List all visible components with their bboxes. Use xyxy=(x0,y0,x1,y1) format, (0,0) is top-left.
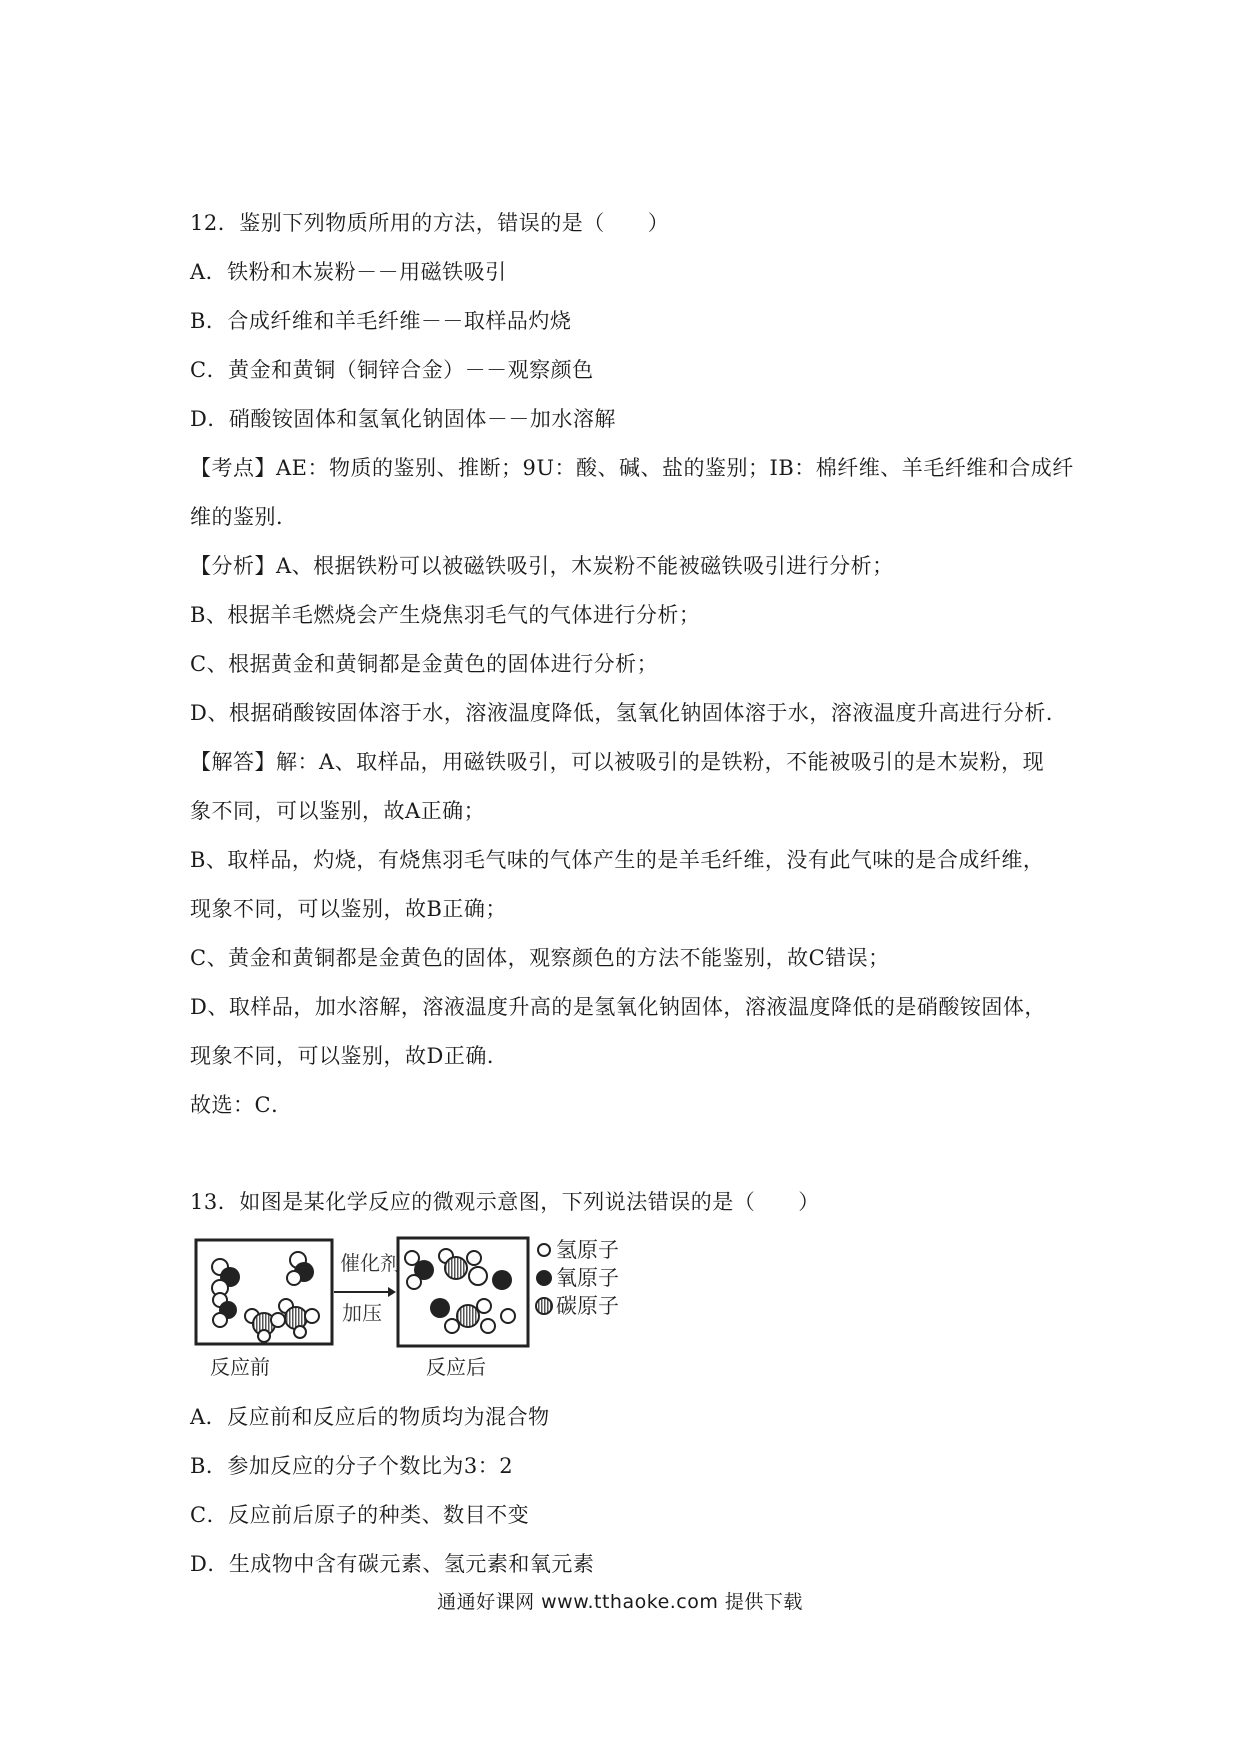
q12-kaodian-line-2: 维的鉴别． xyxy=(190,505,298,529)
q12-fenxi-line-1: 【分析】A、根据铁粉可以被磁铁吸引，木炭粉不能被磁铁吸引进行分析； xyxy=(190,554,894,578)
before-molecules xyxy=(212,1252,319,1342)
q12-jieda-line-8: 故选：C． xyxy=(190,1093,293,1117)
after-caption: 反应后 xyxy=(426,1355,486,1379)
catalyst-label: 催化剂 xyxy=(340,1251,400,1275)
legend-carbon-label: 碳原子 xyxy=(556,1294,619,1318)
q13-option-d: D．生成物中含有碳元素、氢元素和氧元素 xyxy=(190,1552,595,1576)
legend-oxygen-label: 氧原子 xyxy=(556,1266,619,1290)
q12-kaodian-line-1: 【考点】AE：物质的鉴别、推断；9U：酸、碱、盐的鉴别；IB：棉纤维、羊毛纤维和合成纤 xyxy=(190,456,1074,480)
q12-option-d: D．硝酸铵固体和氢氧化钠固体－－加水溶解 xyxy=(190,407,616,431)
q13-option-c: C．反应前后原子的种类、数目不变 xyxy=(190,1503,530,1527)
q12-option-a: A．铁粉和木炭粉－－用磁铁吸引 xyxy=(190,260,507,284)
q12-jieda-line-4: 现象不同，可以鉴别，故B正确； xyxy=(190,897,507,921)
legend-hydrogen-icon xyxy=(538,1244,550,1256)
q13-option-b: B．参加反应的分子个数比为3：2 xyxy=(190,1454,514,1478)
q12-stem: 12．鉴别下列物质所用的方法，错误的是（ ） xyxy=(190,211,670,235)
q12-jieda-line-3: B、取样品，灼烧，有烧焦羽毛气味的气体产生的是羊毛纤维，没有此气味的是合成纤维， xyxy=(190,848,1045,872)
q12-option-c: C．黄金和黄铜（铜锌合金）－－观察颜色 xyxy=(190,358,594,382)
legend-oxygen-icon xyxy=(536,1270,552,1286)
page-footer: 通通好课网 www.tthaoke.com 提供下载 xyxy=(437,1591,803,1613)
q12-fenxi-line-4: D、根据硝酸铵固体溶于水，溶液温度降低，氢氧化钠固体溶于水，溶液温度升高进行分析． xyxy=(190,701,1068,725)
q12-option-b: B．合成纤维和羊毛纤维－－取样品灼烧 xyxy=(190,309,572,333)
q12-jieda-line-6: D、取样品，加水溶解，溶液温度升高的是氢氧化钠固体，溶液温度降低的是硝酸铵固体， xyxy=(190,995,1046,1019)
legend-carbon-icon xyxy=(536,1298,552,1314)
q13-option-a: A．反应前和反应后的物质均为混合物 xyxy=(190,1405,550,1429)
before-caption: 反应前 xyxy=(210,1355,270,1379)
q13-stem: 13．如图是某化学反应的微观示意图，下列说法错误的是（ ） xyxy=(190,1190,820,1214)
q12-jieda-line-2: 象不同，可以鉴别，故A正确； xyxy=(190,799,486,823)
reaction-arrowhead xyxy=(388,1287,396,1297)
q12-fenxi-line-3: C、根据黄金和黄铜都是金黄色的固体进行分析； xyxy=(190,652,659,676)
q12-jieda-line-7: 现象不同，可以鉴别，故D正确． xyxy=(190,1044,509,1068)
reaction-diagram xyxy=(190,1232,630,1382)
q12-fenxi-line-2: B、根据羊毛燃烧会产生烧焦羽毛气的气体进行分析； xyxy=(190,603,701,627)
q12-jieda-line-5: C、黄金和黄铜都是金黄色的固体，观察颜色的方法不能鉴别，故C错误； xyxy=(190,946,890,970)
legend-hydrogen-label: 氢原子 xyxy=(556,1238,619,1262)
after-molecules xyxy=(405,1249,515,1333)
pressure-label: 加压 xyxy=(342,1301,382,1325)
q12-jieda-line-1: 【解答】解：A、取样品，用磁铁吸引，可以被吸引的是铁粉，不能被吸引的是木炭粉，现 xyxy=(190,750,1045,774)
